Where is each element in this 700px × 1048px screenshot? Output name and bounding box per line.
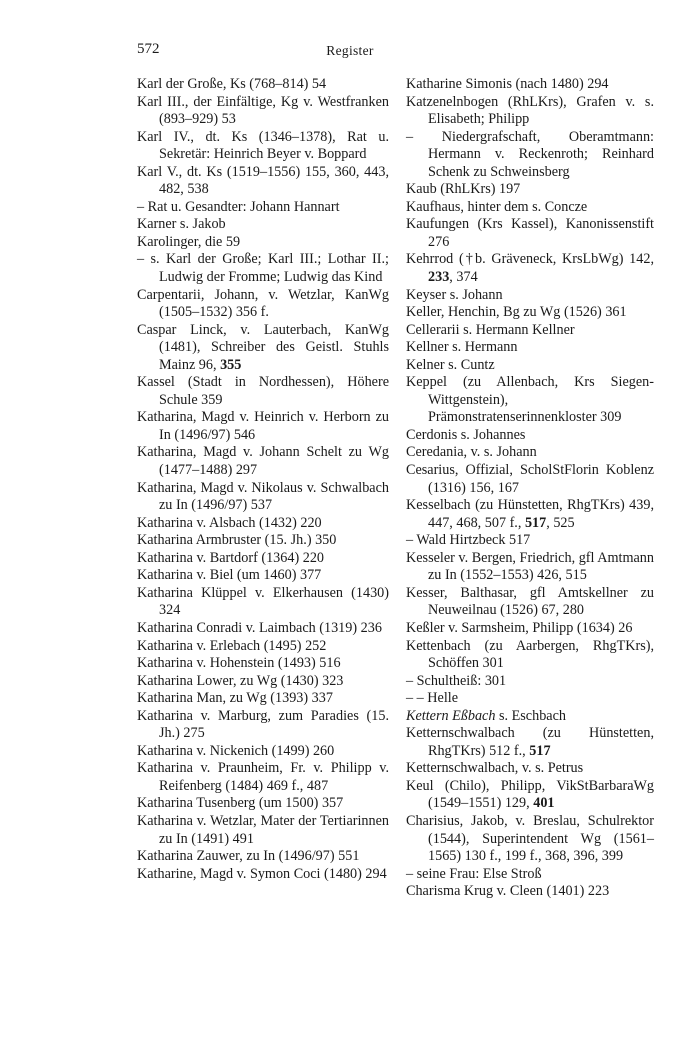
index-entry: Karolinger, die 59	[137, 233, 241, 250]
index-entry: Kehrrod (†b. Gräveneck, KrsLbWg) 142, 233, 374	[406, 251, 654, 286]
index-entry: Kettern Eßbach s. Eschbach	[406, 707, 566, 724]
index-entry: Charisma Krug v. Cleen (1401) 223	[406, 883, 610, 900]
index-entry: Katharina Man, zu Wg (1393) 337	[137, 690, 333, 707]
index-entry: Kesselbach (zu Hünstetten, RhgTKrs) 439, 447, 468, 507 f., 517, 525	[406, 497, 654, 531]
index-entry: Kettenbach (zu Aarbergen, RhgTKrs), Schöffen 301	[406, 637, 654, 672]
index-entry: Ceredania, v. s. Johann	[406, 444, 537, 461]
index-entry: Kellner s. Hermann	[406, 339, 518, 356]
index-entry: Keul (Chilo), Philipp, VikStBarbaraWg (1549–1551) 129, 401	[406, 777, 654, 812]
index-entry: Katharina Lower, zu Wg (1430) 323	[137, 672, 344, 689]
index-entry: Karl III., der Einfältige, Kg v. Westfranken (893–929) 53	[137, 93, 389, 128]
index-entry: Kesser, Balthasar, gfl Amtskellner zu Neuweilnau (1526) 67, 280	[406, 584, 654, 619]
index-entry: Keßler v. Sarmsheim, Philipp (1634) 26	[406, 619, 633, 636]
index-entry: Katharina v. Hohenstein (1493) 516	[137, 655, 341, 672]
index-entry: Karner s. Jakob	[137, 216, 226, 233]
index-entry: Katzenelnbogen (RhLKrs), Grafen v. s. Elisabeth; Philipp	[406, 93, 654, 128]
index-entry: Katharina v. Bartdorf (1364) 220	[137, 549, 325, 566]
index-entry: Charisius, Jakob, v. Breslau, Schulrektor (1544), Superintendent Wg (1561–1565) 130 f., 199 f., 368, 396, 399	[406, 812, 654, 865]
index-entry: Katharine Simonis (nach 1480) 294	[406, 76, 609, 92]
index-entry: Katharina, Magd v. Johann Schelt zu Wg (1477–1488) 297	[137, 444, 389, 479]
index-entry: Cesarius, Offizial, ScholStFlorin Koblenz (1316) 156, 167	[406, 462, 654, 496]
index-entry: Kaufhaus, hinter dem s. Concze	[406, 198, 588, 215]
index-entry: – s. Karl der Große; Karl III.; Lothar II.; Ludwig der Fromme; Ludwig das Kind	[137, 251, 389, 286]
index-entry: Cellerarii s. Hermann Kellner	[406, 321, 575, 338]
index-entry: Katharina, Magd v. Heinrich v. Herborn zu In (1496/97) 546	[137, 409, 389, 443]
index-entry: Ketternschwalbach, v. s. Petrus	[406, 760, 584, 777]
index-entry: Katharina v. Wetzlar, Mater der Tertiarinnen zu In (1491) 491	[137, 812, 389, 847]
index-entry: Katharina v. Nickenich (1499) 260	[137, 742, 335, 759]
left-column	[137, 76, 389, 883]
index-entry: Katharina, Magd v. Nikolaus v. Schwalbach zu In (1496/97) 537	[137, 479, 389, 514]
index-entry: – Rat u. Gesandter: Johann Hannart	[137, 198, 340, 215]
index-entry: Keller, Henchin, Bg zu Wg (1526) 361	[406, 304, 627, 321]
index-entry: Carpentarii, Johann, v. Wetzlar, KanWg (1505–1532) 356 f.	[137, 286, 389, 321]
index-entry: Kaub (RhLKrs) 197	[406, 181, 521, 198]
index-entry: Kelner s. Cuntz	[406, 356, 495, 373]
index-entry: Karl der Große, Ks (768–814) 54	[137, 76, 327, 92]
page-number: 572	[137, 41, 160, 57]
index-entry: Karl IV., dt. Ks (1346–1378), Rat u. Sekretär: Heinrich Beyer v. Boppard	[137, 128, 389, 163]
index-entry: – Schultheiß: 301	[406, 672, 507, 689]
index-entry: Katharina Zauwer, zu In (1496/97) 551	[137, 848, 360, 865]
index-entry: Katharina Klüppel v. Elkerhausen (1430) 324	[137, 584, 389, 619]
index-entry: Keyser s. Johann	[406, 286, 503, 303]
index-entry: – seine Frau: Else Stroß	[406, 865, 542, 882]
index-entry: Katharina Armbruster (15. Jh.) 350	[137, 532, 337, 549]
index-entry: Katharina v. Praunheim, Fr. v. Philipp v. Reifenberg (1484) 469 f., 487	[137, 760, 389, 794]
right-column	[406, 76, 654, 901]
index-entry: – Niedergrafschaft, Oberamtmann: Hermann v. Reckenroth; Reinhard Schenk zu Schweinsberg	[406, 128, 654, 180]
index-entry: – – Helle	[406, 690, 459, 707]
index-entry: – Wald Hirtzbeck 517	[406, 532, 531, 549]
index-entry: Katharina v. Biel (um 1460) 377	[137, 567, 322, 584]
index-entry: Karl V., dt. Ks (1519–1556) 155, 360, 443, 482, 538	[137, 163, 389, 198]
index-entry: Caspar Linck, v. Lauterbach, KanWg (1481), Schreiber des Geistl. Stuhls Mainz 96, 355	[137, 321, 389, 373]
index-entry: Katharina Conradi v. Laimbach (1319) 236	[137, 619, 382, 636]
index-entry: Katharina v. Erlebach (1495) 252	[137, 637, 327, 654]
index-entry: Katharina v. Alsbach (1432) 220	[137, 514, 322, 531]
index-entry: Kassel (Stadt in Nordhessen), Höhere Schule 359	[137, 374, 389, 408]
running-head: Register	[326, 43, 374, 58]
index-entry: Katharina v. Marburg, zum Paradies (15. Jh.) 275	[137, 707, 389, 742]
index-entry: Katharine, Magd v. Symon Coci (1480) 294	[137, 865, 387, 882]
index-entry: Kesseler v. Bergen, Friedrich, gfl Amtmann zu In (1552–1553) 426, 515	[406, 549, 654, 584]
index-entry: Ketternschwalbach (zu Hünstetten, RhgTKrs) 512 f., 517	[406, 725, 654, 759]
index-entry: Keppel (zu Allenbach, Krs Siegen-Wittgenstein), Prämonstratenserinnenkloster 309	[406, 374, 654, 426]
index-entry: Katharina Tusenberg (um 1500) 357	[137, 795, 344, 812]
index-entry: Kaufungen (Krs Kassel), Kanonissenstift 276	[406, 216, 654, 250]
index-entry: Cerdonis s. Johannes	[406, 426, 526, 443]
